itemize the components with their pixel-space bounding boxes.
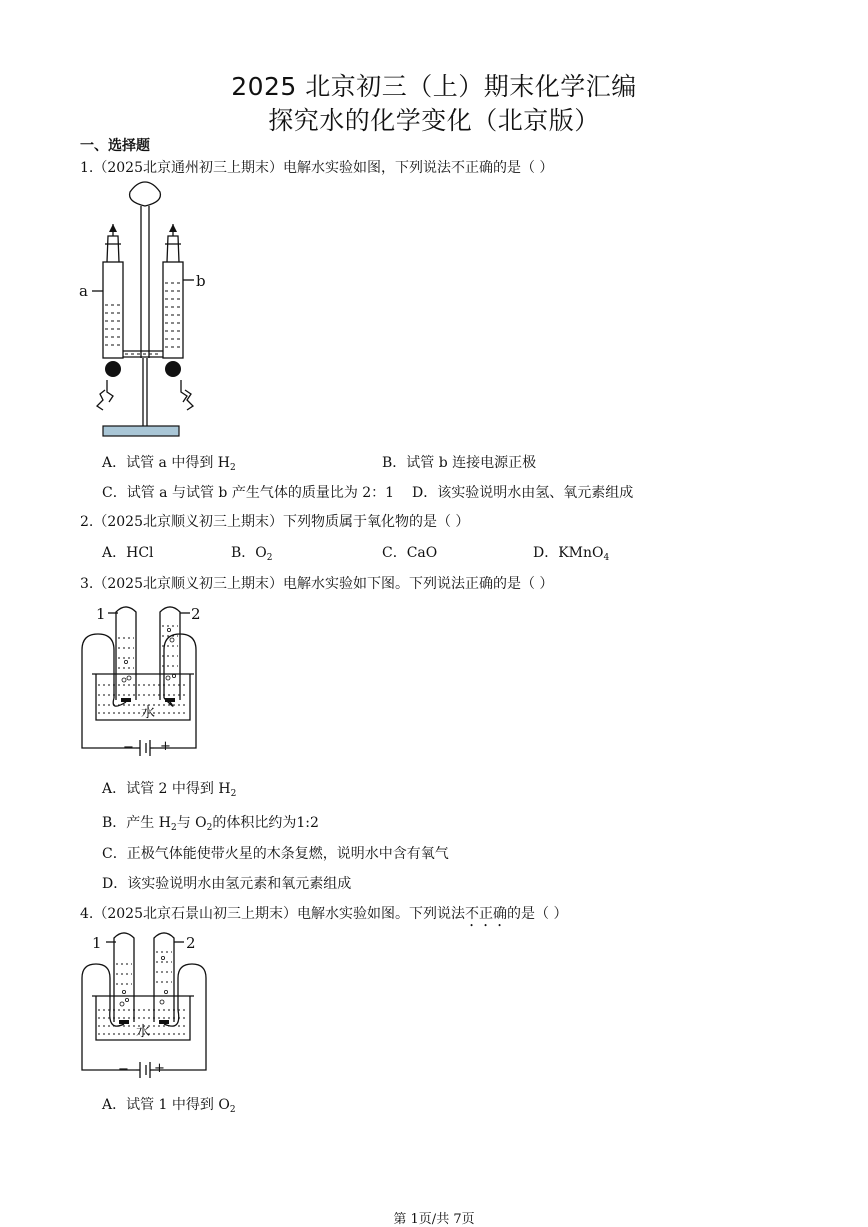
q2-option-a[interactable]: A．HCl: [102, 545, 154, 561]
q1-option-c[interactable]: C．试管 a 与试管 b 产生气体的质量比为 2：1: [102, 485, 395, 501]
electrolysis-figure-q4: [78, 930, 220, 1082]
label-tube-1: 1: [92, 934, 102, 952]
question-1-stem: 1.（2025北京通州初三上期末）电解水实验如图，下列说法不正确的是（ ）: [80, 160, 554, 176]
label-positive: +: [154, 1061, 165, 1076]
label-a: a: [79, 282, 88, 300]
q3-option-d[interactable]: D．该实验说明水由氢元素和氧元素组成: [102, 876, 352, 892]
hofmann-apparatus-figure: [75, 180, 215, 442]
label-tube-2: 2: [191, 605, 201, 623]
label-water: 水: [136, 1024, 150, 1040]
question-2-stem: 2.（2025北京顺义初三上期末）下列物质属于氧化物的是（ ）: [80, 514, 470, 530]
label-tube-2: 2: [186, 934, 196, 952]
label-b: b: [196, 272, 206, 290]
label-water: 水: [141, 705, 155, 721]
q2-option-d[interactable]: D．KMnO$_4$: [533, 545, 610, 563]
q4-option-a[interactable]: A．试管 1 中得到 $O_2$: [102, 1097, 236, 1115]
q1-option-b[interactable]: B．试管 b 连接电源正极: [382, 455, 537, 471]
question-3-stem: 3.（2025北京顺义初三上期末）电解水实验如下图。下列说法正确的是（ ）: [80, 576, 554, 592]
q3-option-b[interactable]: B．产生 $H_2$与 $O_2$的体积比约为1:2: [102, 815, 319, 833]
page-subtitle: 探究水的化学变化（北京版）: [268, 106, 600, 135]
label-negative: −: [123, 740, 134, 755]
electrolysis-figure-q3: [78, 600, 220, 758]
q3-option-a[interactable]: A．试管 2 中得到 $H_2$: [102, 781, 237, 799]
q1-option-d[interactable]: D．该实验说明水由氢、氧元素组成: [412, 485, 634, 501]
label-tube-1: 1: [96, 605, 106, 623]
q2-option-b[interactable]: B．$O_2$: [231, 545, 273, 563]
q3-option-c[interactable]: C．正极气体能使带火星的木条复燃，说明水中含有氧气: [102, 846, 449, 862]
emphasis-not-correct: 不正确: [465, 906, 507, 922]
page-title: 2025 北京初三（上）期末化学汇编: [231, 72, 637, 101]
q2-option-c[interactable]: C．CaO: [382, 545, 438, 561]
page-footer: 第 1页/共 7页: [393, 1212, 475, 1227]
section-heading: 一、选择题: [80, 138, 150, 154]
label-positive: +: [160, 739, 171, 754]
q1-option-a[interactable]: A．试管 a 中得到 $H_2$: [102, 455, 236, 473]
label-negative: −: [118, 1062, 129, 1077]
question-4-stem: 4.（2025北京石景山初三上期末）电解水实验如图。下列说法不正确的是（ ）: [80, 906, 568, 922]
